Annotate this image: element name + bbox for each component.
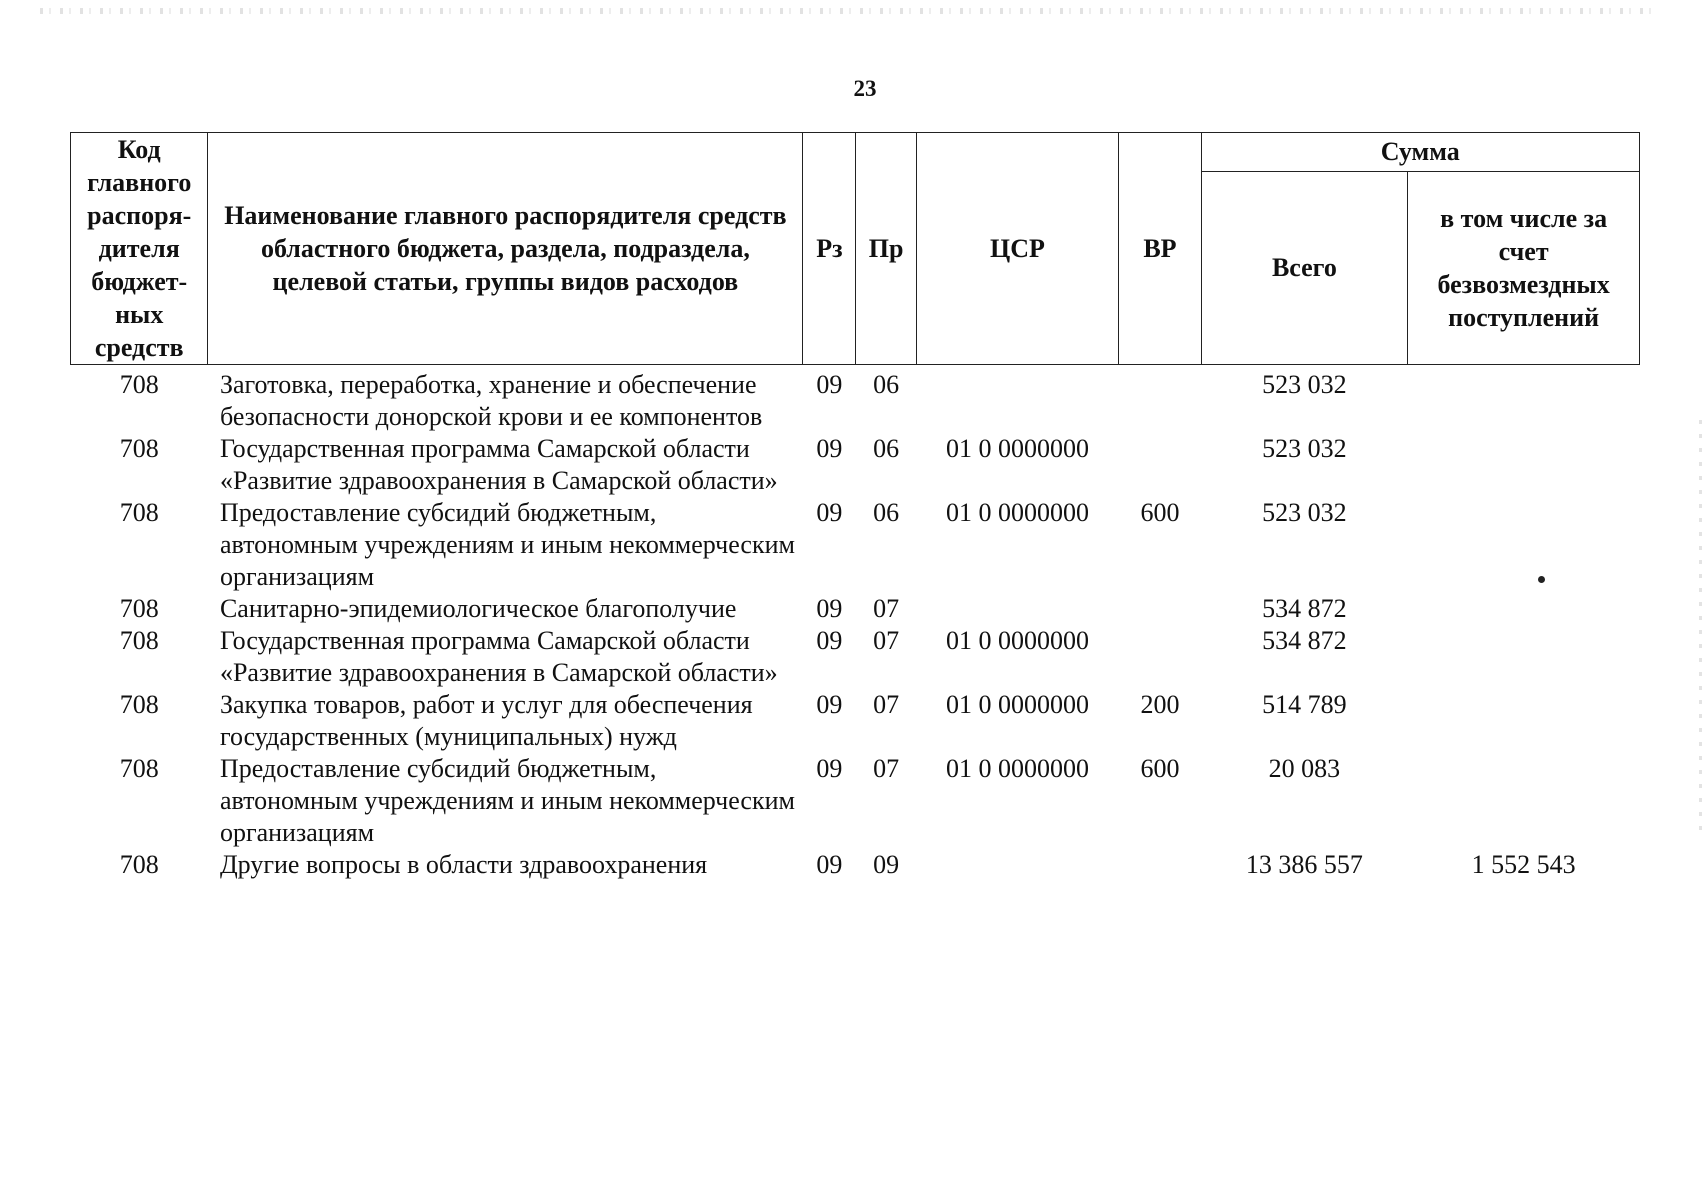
cell-total: 534 872 — [1262, 594, 1347, 623]
cell-name: Государственная программа Самарской области «Развитие здравоохранения в Самарской области» — [219, 626, 778, 687]
cell-csr — [916, 593, 1119, 625]
header-sum: Сумма — [1201, 133, 1639, 172]
cell-name: Санитарно-эпидемиологическое благополучие — [219, 594, 737, 623]
cell-pr: 07 — [873, 626, 900, 655]
header-free: в том числе за счет безвозмездных поступлений — [1408, 171, 1640, 364]
cell-rz: 09 — [816, 690, 843, 719]
table-row — [71, 365, 1640, 434]
cell-vr — [1119, 593, 1201, 625]
cell-free — [1408, 753, 1640, 849]
cell-rz: 09 — [816, 754, 843, 783]
page-number: 23 — [853, 76, 877, 101]
cell-free — [1408, 625, 1640, 689]
cell-pr: 07 — [873, 690, 900, 719]
cell-code: 708 — [119, 370, 159, 399]
cell-pr: 07 — [873, 754, 900, 783]
cell-total: 534 872 — [1262, 626, 1347, 655]
cell-rz: 09 — [816, 370, 843, 399]
cell-name: Заготовка, переработка, хранение и обеспечение безопасности донорской крови и ее компонентов — [219, 370, 763, 431]
table-row — [71, 625, 1640, 689]
header-code: Код главного распоря-дителя бюджет-ных средств — [71, 133, 208, 365]
cell-total: 523 032 — [1262, 434, 1347, 463]
cell-total: 20 083 — [1268, 754, 1341, 783]
cell-rz: 09 — [816, 850, 843, 879]
cell-rz: 09 — [816, 498, 843, 527]
cell-rz: 09 — [816, 434, 843, 463]
cell-code: 708 — [119, 434, 159, 463]
cell-pr: 07 — [873, 594, 900, 623]
cell-vr: 600 — [1140, 498, 1180, 527]
cell-vr — [1119, 849, 1201, 881]
cell-csr: 01 0 0000000 — [945, 498, 1089, 527]
cell-name: Предоставление субсидий бюджетным, автономным учреждениям и иным некоммерческим организациям — [219, 498, 795, 591]
cell-name: Предоставление субсидий бюджетным, автономным учреждениям и иным некоммерческим организациям — [219, 754, 795, 847]
cell-vr — [1119, 433, 1201, 497]
cell-vr — [1119, 365, 1201, 434]
cell-pr: 09 — [873, 850, 900, 879]
cell-csr: 01 0 0000000 — [945, 626, 1089, 655]
header-vr: ВР — [1119, 133, 1201, 365]
header-csr: ЦСР — [916, 133, 1119, 365]
budget-table — [70, 132, 1640, 881]
cell-free — [1408, 365, 1640, 434]
cell-free — [1408, 593, 1640, 625]
cell-total: 13 386 557 — [1245, 850, 1363, 879]
cell-vr: 600 — [1140, 754, 1180, 783]
cell-csr: 01 0 0000000 — [945, 754, 1089, 783]
cell-pr: 06 — [873, 370, 900, 399]
cell-rz: 09 — [816, 594, 843, 623]
table-row — [71, 497, 1640, 593]
cell-free — [1408, 497, 1640, 593]
cell-pr: 06 — [873, 498, 900, 527]
cell-code: 708 — [119, 498, 159, 527]
cell-csr: 01 0 0000000 — [945, 690, 1089, 719]
scan-speck — [1538, 576, 1545, 583]
cell-csr — [916, 365, 1119, 434]
cell-code: 708 — [119, 754, 159, 783]
table-row — [71, 593, 1640, 625]
table-row — [71, 433, 1640, 497]
table-row — [71, 689, 1640, 753]
cell-free — [1408, 433, 1640, 497]
cell-name: Закупка товаров, работ и услуг для обеспечения государственных (муниципальных) нужд — [219, 690, 753, 751]
cell-code: 708 — [119, 626, 159, 655]
cell-vr: 200 — [1140, 690, 1180, 719]
cell-rz: 09 — [816, 626, 843, 655]
cell-name: Другие вопросы в области здравоохранения — [219, 850, 708, 879]
header-name: Наименование главного распорядителя средств областного бюджета, раздела, подраздела, целевой статьи, группы видов расходов — [208, 133, 803, 365]
cell-code: 708 — [119, 850, 159, 879]
header-pr: Пр — [856, 133, 916, 365]
cell-total: 523 032 — [1262, 370, 1347, 399]
cell-pr: 06 — [873, 434, 900, 463]
table-row — [71, 849, 1640, 881]
scan-edge-top — [40, 8, 1660, 14]
cell-csr — [916, 849, 1119, 881]
table-body — [71, 365, 1640, 882]
cell-free — [1408, 689, 1640, 753]
scan-edge-right — [1699, 420, 1702, 840]
table-row — [71, 753, 1640, 849]
header-rz: Рз — [803, 133, 856, 365]
cell-vr — [1119, 625, 1201, 689]
cell-total: 514 789 — [1262, 690, 1347, 719]
cell-csr: 01 0 0000000 — [945, 434, 1089, 463]
cell-free: 1 552 543 — [1471, 850, 1576, 879]
header-total: Всего — [1201, 171, 1408, 364]
cell-code: 708 — [119, 690, 159, 719]
cell-total: 523 032 — [1262, 498, 1347, 527]
table-header — [71, 133, 1640, 365]
cell-name: Государственная программа Самарской области «Развитие здравоохранения в Самарской области» — [219, 434, 778, 495]
cell-code: 708 — [119, 594, 159, 623]
